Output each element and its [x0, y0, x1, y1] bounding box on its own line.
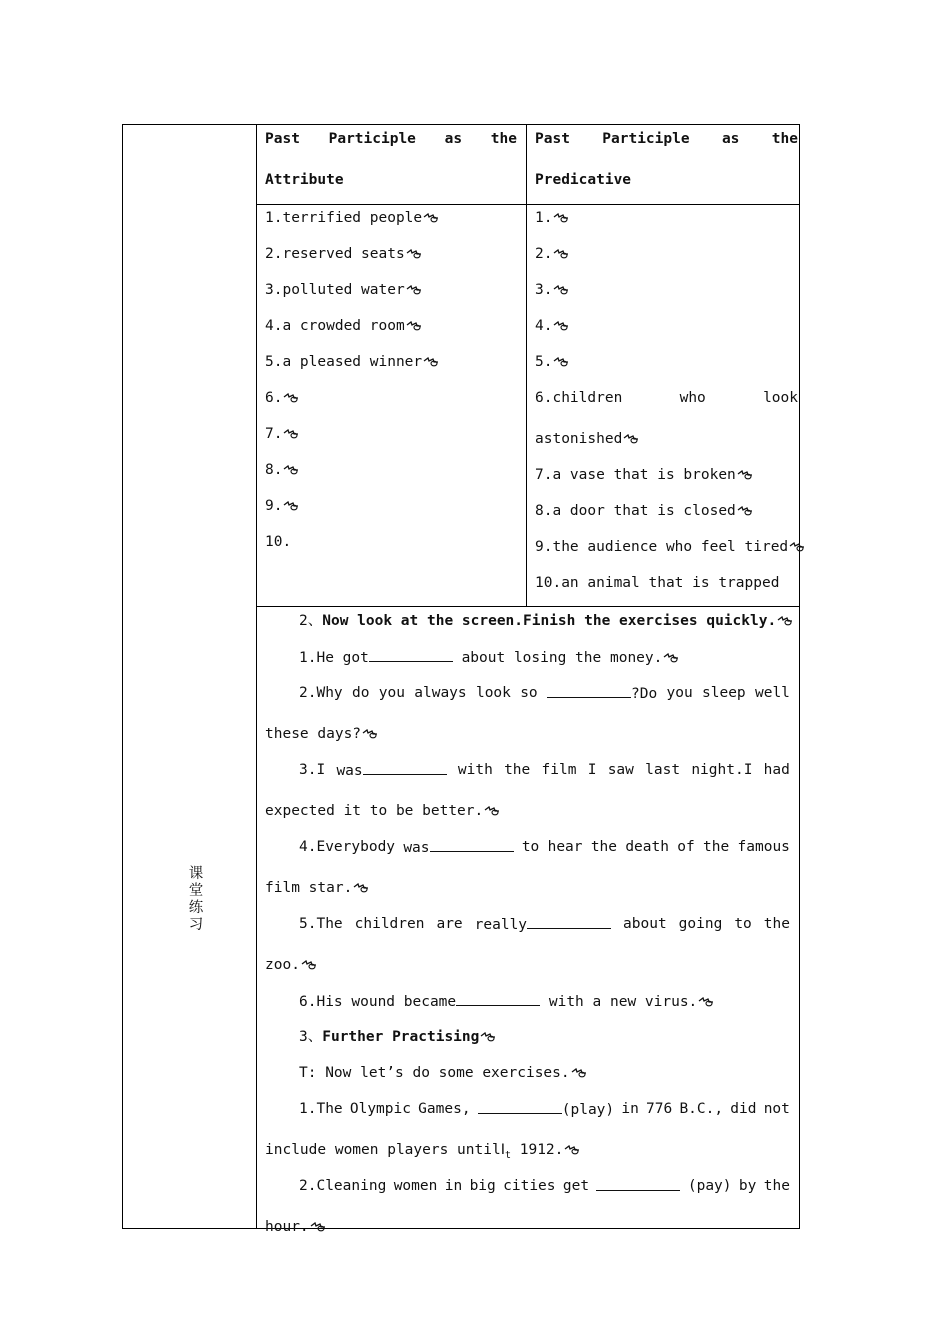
exercise-line: 1.He got about losing the money. [299, 648, 679, 667]
paragraph-mark-icon [301, 960, 317, 970]
list-item: 7.a vase that is broken [535, 466, 753, 484]
answer-blank[interactable] [369, 648, 453, 662]
answer-blank[interactable] [456, 992, 540, 1006]
exercise-line: 1.The Olympic Games, (play) in 776 B.C., did not [299, 1101, 790, 1118]
answer-blank[interactable] [547, 684, 631, 698]
exercise-line: 6.His wound became with a new virus. [299, 992, 714, 1011]
list-item: 9. [265, 497, 299, 515]
paragraph-mark-icon [553, 321, 569, 331]
answer-blank[interactable] [478, 1100, 562, 1114]
paragraph-mark-icon [480, 1032, 496, 1042]
paragraph-mark-icon [737, 470, 753, 480]
paragraph-mark-icon [406, 321, 422, 331]
side-label-classroom-practice: 课 堂 练 习 [188, 866, 204, 933]
inner-column-divider [526, 124, 527, 607]
answer-blank[interactable] [527, 915, 611, 929]
answer-blank[interactable] [596, 1177, 680, 1191]
list-item: 2. [535, 245, 569, 263]
exercise-line: 4.Everybody was to hear the death of the famous [299, 839, 790, 856]
list-item-continued: astonished [535, 430, 639, 448]
exercise-line-continued: these days? [265, 725, 378, 743]
paragraph-mark-icon [553, 249, 569, 259]
paragraph-mark-icon [283, 465, 299, 475]
paragraph-mark-icon [553, 213, 569, 223]
paragraph-mark-icon [553, 285, 569, 295]
paragraph-mark-icon [777, 616, 793, 626]
paragraph-mark-icon [423, 357, 439, 367]
right-header: Past Participle as the [535, 131, 798, 147]
paragraph-mark-icon [283, 429, 299, 439]
list-item: 1.terrified people [265, 209, 439, 227]
paragraph-mark-icon [663, 653, 679, 663]
list-item: 9.the audience who feel tired [535, 538, 805, 556]
list-item: 5. [535, 353, 569, 371]
paragraph-mark-icon [406, 249, 422, 259]
column-divider [256, 124, 257, 1229]
paragraph-mark-icon [283, 393, 299, 403]
section-heading: 3、Further Practising [299, 1028, 496, 1046]
list-item: 4.a crowded room [265, 317, 422, 335]
right-header-line2: Predicative [535, 172, 632, 188]
exercise-line-continued: expected it to be better. [265, 802, 500, 820]
paragraph-mark-icon [698, 997, 714, 1007]
exercise-line-continued: hour. [265, 1218, 326, 1236]
paragraph-mark-icon [310, 1222, 326, 1232]
exercise-line: 2.Cleaning women in big cities get (pay) by the [299, 1178, 790, 1194]
exercise-line-continued: zoo. [265, 956, 317, 974]
paragraph-mark-icon [362, 729, 378, 739]
paragraph-mark-icon [353, 883, 369, 893]
paragraph-mark-icon [283, 501, 299, 511]
list-item: 6.children who look [535, 390, 798, 406]
list-item: 10.an animal that is trapped [535, 575, 780, 591]
paragraph-mark-icon [623, 434, 639, 444]
list-item: 5.a pleased winner [265, 353, 439, 371]
list-item: 2.reserved seats [265, 245, 422, 263]
paragraph-mark-icon [737, 506, 753, 516]
exercise-line: 3.I was with the film I saw last night.I had [299, 762, 790, 779]
paragraph-mark-icon [571, 1068, 587, 1078]
answer-blank[interactable] [430, 838, 514, 852]
list-item: 4. [535, 317, 569, 335]
teacher-line: T: Now let’s do some exercises. [299, 1064, 587, 1082]
header-divider [256, 204, 800, 205]
paragraph-mark-icon [789, 542, 805, 552]
list-item: 10. [265, 534, 292, 550]
exercise-line: 5.The children are really about going to the [299, 916, 790, 933]
exercise-line-continued: include women players untilI$_t$ 1912. [265, 1141, 580, 1165]
list-item: 3.polluted water [265, 281, 422, 299]
paragraph-mark-icon [553, 357, 569, 367]
list-item: 6. [265, 389, 299, 407]
left-header: Past Participle as the [265, 131, 517, 147]
left-header-line2: Attribute [265, 172, 344, 188]
list-item: 7. [265, 425, 299, 443]
section-divider [256, 606, 800, 607]
paragraph-mark-icon [423, 213, 439, 223]
list-item: 3. [535, 281, 569, 299]
paragraph-mark-icon [564, 1145, 580, 1155]
paragraph-mark-icon [484, 806, 500, 816]
exercise-line-continued: film star. [265, 879, 369, 897]
paragraph-mark-icon [406, 285, 422, 295]
answer-blank[interactable] [363, 761, 447, 775]
list-item: 8.a door that is closed [535, 502, 753, 520]
list-item: 8. [265, 461, 299, 479]
list-item: 1. [535, 209, 569, 227]
section-heading: 2、Now look at the screen.Finish the exercises quickly. [299, 612, 793, 630]
exercise-line: 2.Why do you always look so ?Do you sleep well [299, 685, 790, 702]
